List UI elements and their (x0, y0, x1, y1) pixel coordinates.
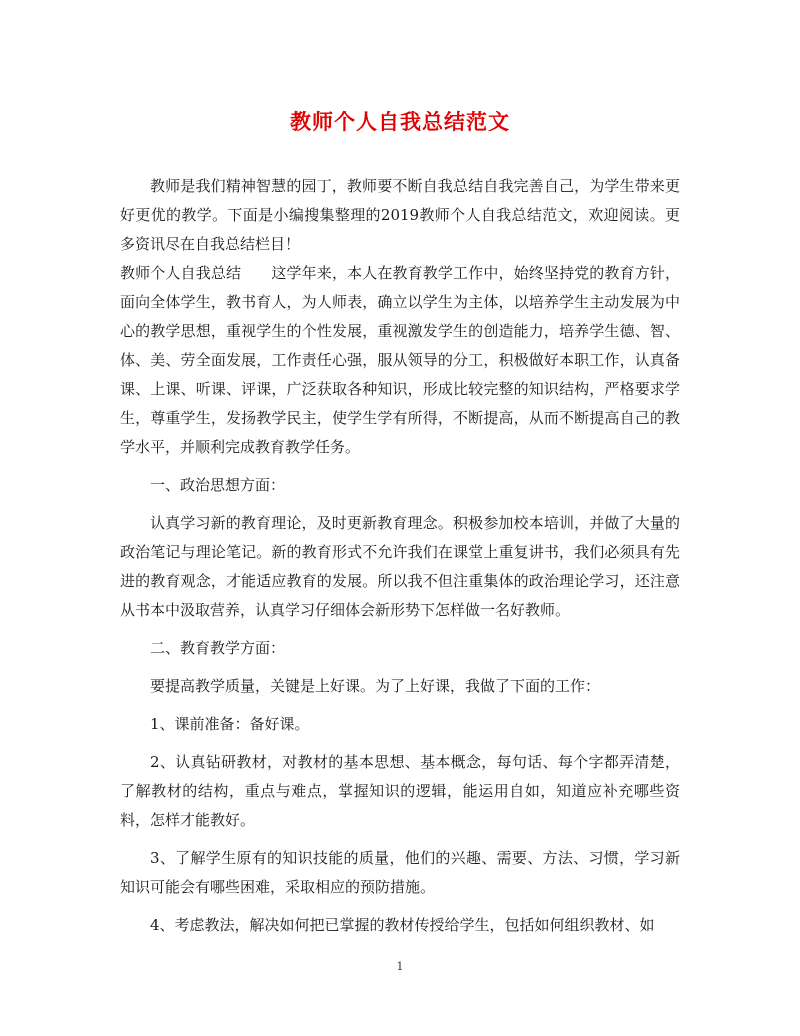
list-item-4: 4、考虑教法，解决如何把已掌握的教材传授给学生，包括如何组织教材、如 (150, 916, 655, 934)
section-heading-teaching: 二、教育教学方面： (150, 639, 286, 657)
document-body (120, 172, 680, 940)
political-paragraph: 认真学习新的教育理论，及时更新教育理念。积极参加校本培训，并做了大量的政治笔记与理论笔记。新的教育形式不允许我们在课堂上重复讲书，我们必须具有先进的教育观念，才能适应教育的发展。所以我不但注重集体的政治理论学习，还注意从书本中汲取营养，认真学习仔细体会新形势下怎样做一名好教师。 (120, 514, 680, 619)
list-item-3: 3、了解学生原有的知识技能的质量，他们的兴趣、需要、方法、习惯，学习新知识可能会有哪些困难，采取相应的预防措施。 (120, 849, 680, 896)
intro-paragraph: 教师是我们精神智慧的园丁，教师要不断自我总结自我完善自己，为学生带来更好更优的教学。下面是小编搜集整理的2019教师个人自我总结范文，欢迎阅读。更多资讯尽在自我总结栏目！ (120, 177, 680, 253)
summary-paragraph: 教师个人自我总结 这学年来，本人在教育教学工作中，始终坚持党的教育方针，面向全体学生，教书育人，为人师表，确立以学生为主体，以培养学生主动发展为中心的教学思想，重视学生的个性发展，重视激发学生的创造能力，培养学生德、智、体、美、劳全面发展，工作责任心强，服从领导的分工，积极做好本职工作，认真备课、上课、听课、评课，广泛获取各种知识，形成比较完整的知识结构，严格要求学生，尊重学生，发扬教学民主，使学生学有所得，不断提高，从而不断提高自己的教学水平，并顺利完成教育教学任务。 (120, 264, 680, 456)
document-title: 教师个人自我总结范文 (290, 109, 510, 134)
page-number: 1 (396, 960, 404, 973)
section-heading-political: 一、政治思想方面： (150, 476, 286, 494)
teaching-paragraph: 要提高教学质量，关键是上好课。为了上好课，我做了下面的工作： (150, 677, 601, 695)
list-item-2: 2、认真钻研教材，对教材的基本思想、基本概念，每句话、每个字都弄清楚，了解教材的结构，重点与难点，掌握知识的逻辑，能运用自如，知道应补充哪些资料，怎样才能教好。 (120, 753, 680, 829)
list-item-1: 1、课前准备：备好课。 (150, 715, 310, 733)
